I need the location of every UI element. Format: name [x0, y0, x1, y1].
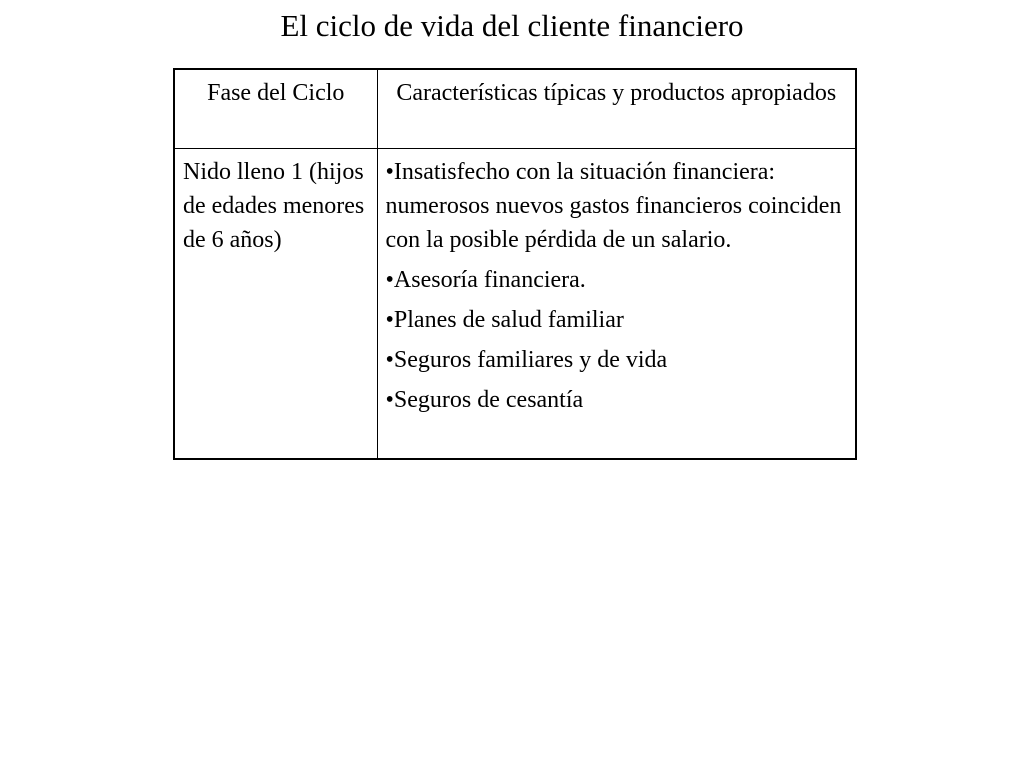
column-header-characteristics: Características típicas y productos apropiados [377, 70, 855, 149]
list-item: •Seguros familiares y de vida [385, 347, 668, 373]
table-row [175, 149, 855, 459]
lifecycle-table [173, 68, 857, 460]
list-item: •Planes de salud familiar [385, 307, 624, 333]
table-header-row [175, 70, 855, 149]
column-header-phase: Fase del Ciclo [175, 70, 377, 149]
characteristics-cell [377, 149, 855, 459]
phase-cell: Nido lleno 1 (hijos de edades menores de 6 años) [175, 149, 377, 459]
page-title: El ciclo de vida del cliente financiero [280, 8, 744, 43]
characteristics-list [386, 155, 848, 417]
list-item: •Seguros de cesantía [385, 387, 584, 413]
list-item: •Insatisfecho con la situación financiera: numerosos nuevos gastos financieros coinciden con la posible pérdida de un salario. [385, 159, 842, 253]
list-item: •Asesoría financiera. [385, 267, 586, 293]
